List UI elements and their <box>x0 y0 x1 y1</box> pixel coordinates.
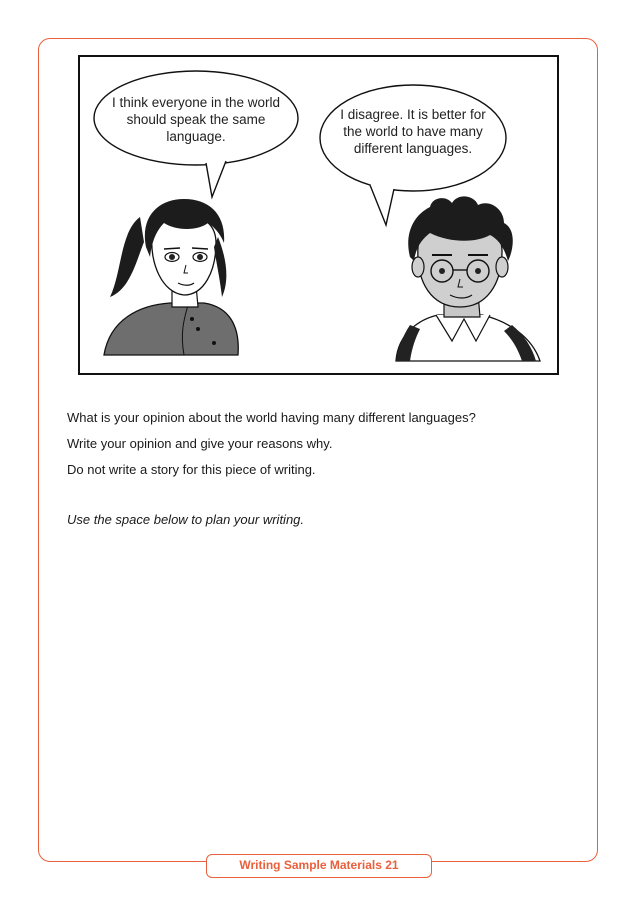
comic-panel <box>78 55 559 375</box>
boy-character <box>396 196 540 361</box>
left-bubble-text: I think everyone in the world should speak the same language. <box>111 95 281 144</box>
footer-page-label: Writing Sample Materials 21 <box>206 854 432 878</box>
planning-note: Use the space below to plan your writing. <box>67 512 305 527</box>
girl-character <box>104 199 238 355</box>
task-instruction: Write your opinion and give your reasons why. <box>67 436 333 451</box>
constraint-instruction: Do not write a story for this piece of writing. <box>67 462 316 477</box>
opinion-question: What is your opinion about the world having many different languages? <box>67 410 476 425</box>
right-bubble-text: I disagree. It is better for the world to have many different languages. <box>340 107 486 156</box>
